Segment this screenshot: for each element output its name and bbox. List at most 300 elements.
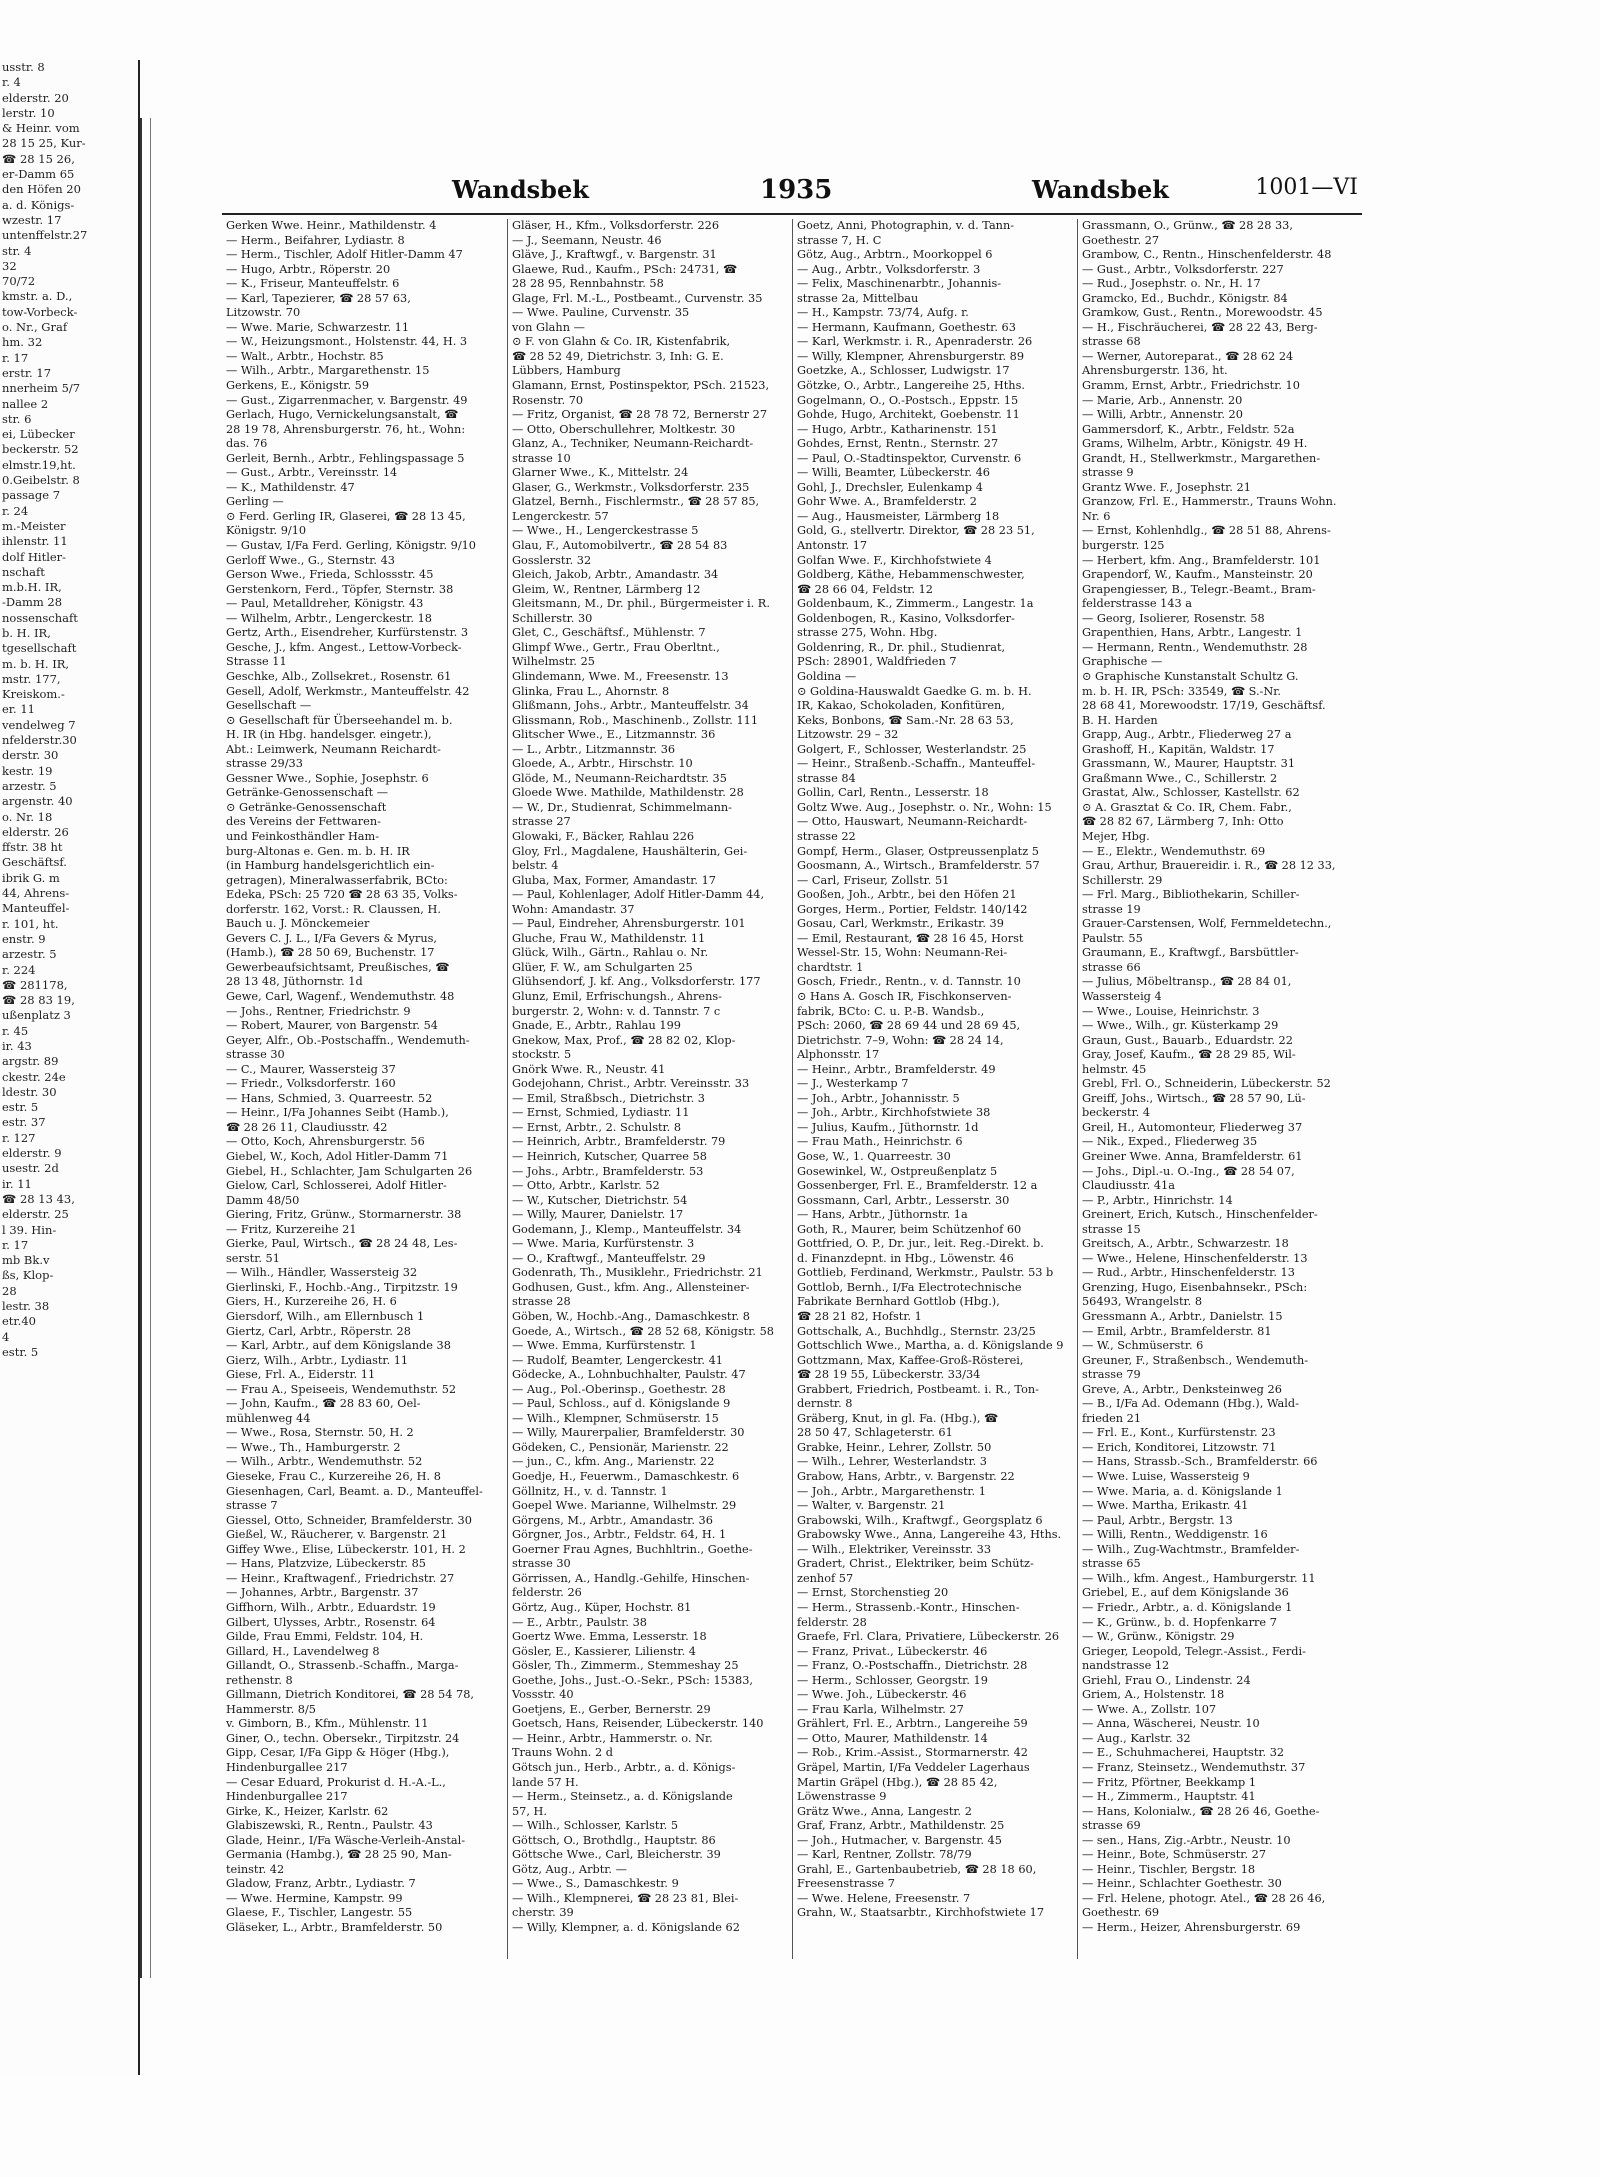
directory-entry-line: Glarner Wwe., K., Mittelstr. 24	[512, 466, 689, 480]
directory-entry-line: Lübbers, Hamburg	[512, 364, 621, 378]
left-fragment-line: ir. 43	[2, 1039, 32, 1053]
directory-entry-line: Götz, Aug., Arbtr. —	[512, 1862, 627, 1876]
directory-entry-line: — Aug., Karlstr. 32	[1082, 1731, 1191, 1745]
directory-entry-line: — B., I/Fa Ad. Odemann (Hbg.), Wald-	[1082, 1397, 1299, 1411]
directory-entry-line: — Joh., Arbtr., Johannisstr. 5	[797, 1091, 960, 1105]
directory-entry-line: Glindemann, Wwe. M., Freesenstr. 13	[512, 669, 729, 683]
left-fragment-line: mstr. 177,	[2, 671, 61, 686]
directory-entry-line: Gottzmann, Max, Kaffee-Groß-Rösterei,	[797, 1353, 1024, 1367]
left-fragment-line: nallee 2	[2, 396, 49, 411]
directory-entry-line: — Ernst, Arbtr., 2. Schulstr. 8	[512, 1120, 682, 1134]
directory-entry-line: — Hans, Arbtr., Jüthornstr. 1a	[797, 1208, 968, 1222]
directory-entry-line: — jun., C., kfm. Ang., Marienstr. 22	[512, 1455, 715, 1469]
directory-entry-line: Dietrichstr. 7–9, Wohn: ☎ 28 24 14,	[797, 1033, 1004, 1047]
directory-entry-line: — P., Arbtr., Hinrichstr. 14	[1082, 1193, 1233, 1207]
left-fragment-line: elmstr.19,ht.	[2, 457, 76, 472]
directory-entry-line: — Ernst, Storchenstieg 20	[797, 1586, 949, 1600]
left-fragment-line: er. 11	[2, 702, 35, 717]
left-fragment-line: nnerheim 5/7	[2, 381, 81, 396]
left-fragment-line: r. 17	[2, 1237, 29, 1252]
directory-entry-line: Greuner, F., Straßenbsch., Wendemuth-	[1082, 1353, 1309, 1367]
directory-entry-line: Grebl, Frl. O., Schneiderin, Lübeckerstr. 52	[1082, 1077, 1331, 1091]
directory-entry-line: — Rud., Josephstr. o. Nr., H. 17	[1082, 277, 1261, 291]
directory-entry-line: Goltz Wwe. Aug., Josephstr. o. Nr., Wohn: 15	[797, 800, 1052, 814]
left-fragment-line: kmstr. a. D.,	[2, 289, 73, 304]
directory-entry-line: — Wwe., Th., Hamburgerstr. 2	[226, 1440, 401, 1454]
directory-entry-line: Goetzke, A., Schlosser, Ludwigstr. 17	[797, 364, 1010, 378]
directory-entry-line: — Franz, O.-Postschaffn., Dietrichstr. 28	[797, 1659, 1028, 1673]
directory-entry-line: — Emil, Restaurant, ☎ 28 16 45, Horst	[797, 931, 1024, 945]
directory-entry-line: cherstr. 39	[512, 1906, 574, 1920]
directory-entry-line: und Feinkosthändler Ham-	[226, 829, 380, 843]
directory-entry-line: Graun, Gust., Bauarb., Eduardstr. 22	[1082, 1033, 1293, 1047]
directory-entry-line: Goldberg, Käthe, Hebammenschwester,	[797, 568, 1025, 582]
directory-entry-line: Gottfried, O. P., Dr. jur., leit. Reg.-Direkt. b.	[797, 1237, 1044, 1251]
left-fragment-line: beckerstr. 52	[2, 442, 79, 457]
directory-entry-line: — Frau Karla, Wilhelmstr. 27	[797, 1702, 964, 1716]
directory-entry-line: — Wwe. Hermine, Kampstr. 99	[226, 1891, 403, 1905]
directory-entry-line: — Ernst, Kohlenhdlg., ☎ 28 51 88, Ahrens-	[1082, 524, 1331, 538]
directory-entry-line: — W., Grünw., Königstr. 29	[1082, 1630, 1235, 1644]
left-fragment-line: Kreiskom.-	[2, 687, 65, 702]
directory-entry-line: Vossstr. 40	[512, 1688, 574, 1702]
directory-entry-line: — Wwe. A., Zollstr. 107	[1082, 1702, 1217, 1716]
directory-entry-line: Gluche, Frau W., Mathildenstr. 11	[512, 931, 706, 945]
directory-entry-line: — Rudolf, Beamter, Lengerckestr. 41	[512, 1353, 723, 1367]
directory-entry-line: Graphische —	[1082, 655, 1163, 669]
directory-entry-line: burgerstr. 2, Wohn: v. d. Tannstr. 7 c	[512, 1004, 721, 1018]
directory-entry-line: Goldenring, R., Dr. phil., Studienrat,	[797, 640, 1006, 654]
directory-entry-line: 28 68 41, Morewoodstr. 17/19, Geschäftsf.	[1082, 699, 1326, 713]
directory-entry-line: Glück, Wilh., Gärtn., Rahlau o. Nr.	[512, 946, 709, 960]
directory-entry-line: Löwenstrasse 9	[797, 1790, 887, 1804]
directory-entry-line: Giner, O., techn. Obersekr., Tirpitzstr. 24	[226, 1731, 460, 1745]
directory-entry-line: — Hermann, Rentn., Wendemuthstr. 28	[1082, 640, 1308, 654]
directory-entry-line: — Otto, Maurer, Mathildenstr. 14	[797, 1731, 988, 1745]
directory-entry-line: Wessel-Str. 15, Wohn: Neumann-Rei-	[797, 946, 1008, 960]
directory-entry-line: — Wilh., Klempnerei, ☎ 28 23 81, Blei-	[512, 1891, 739, 1905]
directory-entry-line: Grandt, H., Stellwerkmstr., Margarethen-	[1082, 451, 1321, 465]
directory-column-1	[222, 219, 500, 1959]
directory-entry-line: strasse 68	[1082, 335, 1141, 349]
left-fragment-line: 28 15 25, Kur-	[2, 136, 86, 151]
directory-entry-line: — Fritz, Pförtner, Beekkamp 1	[1082, 1775, 1257, 1789]
directory-entry-line: Geschke, Alb., Zollsekret., Rosenstr. 61	[226, 669, 452, 683]
directory-entry-line: von Glahn —	[512, 320, 585, 334]
directory-entry-line: ☎ 28 52 49, Dietrichstr. 3, Inh: G. E.	[512, 349, 724, 363]
directory-entry-line: ⊙ Hans A. Gosch IR, Fischkonserven-	[797, 989, 1012, 1003]
directory-entry-line: — Frau A., Speiseeis, Wendemuthstr. 52	[226, 1382, 457, 1396]
directory-entry-line: Glowaki, F., Bäcker, Rahlau 226	[512, 829, 695, 843]
directory-entry-line: burg-Altonas e. Gen. m. b. H. IR	[226, 844, 410, 858]
directory-entry-line: Gewe, Carl, Wagenf., Wendemuthstr. 48	[226, 989, 455, 1003]
directory-entry-line: Giesenhagen, Carl, Beamt. a. D., Manteuffel-	[226, 1484, 483, 1498]
left-fragment-line: nschaft	[2, 564, 45, 579]
directory-entry-line: Litzowstr. 70	[226, 306, 301, 320]
directory-entry-line: — Wwe. Maria, Kurfürstenstr. 3	[512, 1237, 695, 1251]
left-page-fragment	[0, 60, 140, 2075]
left-fragment-line: elderstr. 9	[2, 1146, 62, 1161]
directory-entry-line: — Walter, v. Bargenstr. 21	[797, 1499, 946, 1513]
directory-entry-line: Grabow, Hans, Arbtr., v. Bargenstr. 22	[797, 1470, 1015, 1484]
directory-entry-line: — Joh., Hutmacher, v. Bargenstr. 45	[797, 1833, 1002, 1847]
directory-entry-line: Gläseker, L., Arbtr., Bramfelderstr. 50	[226, 1920, 443, 1934]
directory-entry-line: — Joh., Arbtr., Kirchhofstwiete 38	[797, 1106, 991, 1120]
directory-entry-line: — K., Grünw., b. d. Hopfenkarre 7	[1082, 1615, 1277, 1629]
left-fragment-line: str. 4	[2, 243, 32, 258]
directory-entry-line: — Johs., Rentner, Friedrichstr. 9	[226, 1004, 411, 1018]
directory-entry-line: Gösler, Th., Zimmerm., Stemmeshay 25	[512, 1659, 739, 1673]
directory-entry-line: IR, Kakao, Schokoladen, Konfitüren,	[797, 699, 1005, 713]
directory-entry-line: Giertz, Carl, Arbtr., Röperstr. 28	[226, 1324, 411, 1338]
directory-entry-line: Gramcko, Ed., Buchdr., Königstr. 84	[1082, 291, 1288, 305]
directory-entry-line: Glage, Frl. M.-L., Postbeamt., Curvenstr. 35	[512, 291, 763, 305]
directory-entry-line: Gohr Wwe. A., Bramfelderstr. 2	[797, 495, 977, 509]
directory-entry-line: Göttsch, O., Brothdlg., Hauptstr. 86	[512, 1833, 716, 1847]
directory-entry-line: Goede, A., Wirtsch., ☎ 28 52 68, Königstr. 58	[512, 1324, 774, 1338]
directory-entry-line: strasse 65	[1082, 1557, 1141, 1571]
directory-entry-line: Gierlinski, F., Hochb.-Ang., Tirpitzstr. 19	[226, 1280, 458, 1294]
directory-entry-line: Gerken Wwe. Heinr., Mathildenstr. 4	[226, 219, 437, 232]
left-fragment-line: m. b. H. IR,	[2, 656, 70, 671]
directory-entry-line: Grauer-Carstensen, Wolf, Fernmeldetechn.,	[1082, 917, 1332, 931]
left-fragment-line: ☎ 28 15 26,	[2, 151, 75, 166]
left-fragment-line: den Höfen 20	[2, 182, 81, 197]
directory-entry-line: — Felix, Maschinenarbtr., Johannis-	[797, 277, 1002, 291]
directory-entry-line: Mejer, Hbg.	[1082, 829, 1150, 843]
left-fragment-line: elderstr. 26	[2, 824, 69, 839]
directory-entry-line: strasse 15	[1082, 1222, 1141, 1236]
directory-entry-line: — Nik., Exped., Fliederweg 35	[1082, 1135, 1258, 1149]
directory-entry-line: — Wilh., Zug-Wachtmstr., Bramfelder-	[1082, 1542, 1300, 1556]
directory-entry-line: Strasse 11	[226, 655, 287, 669]
directory-entry-line: — L., Arbtr., Litzmannstr. 36	[512, 742, 676, 756]
directory-entry-line: ⊙ A. Grasztat & Co. IR, Chem. Fabr.,	[1082, 800, 1292, 814]
directory-entry-line: — Heinr., Arbtr., Hammerstr. o. Nr.	[512, 1731, 713, 1745]
directory-entry-line: — Karl, Tapezierer, ☎ 28 57 63,	[226, 291, 411, 305]
left-fragment-line: r. 4	[2, 75, 21, 90]
directory-entry-line: Rosenstr. 70	[512, 393, 584, 407]
directory-entry-line: PSch: 2060, ☎ 28 69 44 und 28 69 45,	[797, 1019, 1021, 1033]
directory-entry-line: Goosmann, A., Wirtsch., Bramfelderstr. 57	[797, 859, 1040, 873]
directory-entry-line: — Joh., Arbtr., Margarethenstr. 1	[797, 1484, 986, 1498]
directory-entry-line: stockstr. 5	[512, 1048, 572, 1062]
directory-entry-line: Gosewinkel, W., Ostpreußenplatz 5	[797, 1164, 998, 1178]
left-fragment-line: arzestr. 5	[2, 947, 57, 962]
left-fragment-line: 4	[2, 1329, 10, 1344]
directory-entry-line: Glitscher Wwe., E., Litzmannstr. 36	[512, 728, 716, 742]
left-fragment-line: mb Bk.v	[2, 1253, 50, 1268]
directory-entry-line: Gnörk Wwe. R., Neustr. 41	[512, 1062, 666, 1076]
directory-entry-line: strasse 79	[1082, 1368, 1141, 1382]
left-fragment-line: etr.40	[2, 1314, 36, 1329]
directory-entry-line: helmstr. 45	[1082, 1062, 1147, 1076]
directory-entry-line: Glade, Heinr., I/Fa Wäsche-Verleih-Anstal-	[226, 1833, 466, 1847]
directory-entry-line: Gressmann A., Arbtr., Danielstr. 15	[1082, 1310, 1283, 1324]
directory-entry-line: rethenstr. 8	[226, 1673, 293, 1687]
directory-entry-line: Glimpf Wwe., Gertr., Frau Oberltnt.,	[512, 640, 720, 654]
directory-entry-line: Görgner, Jos., Arbtr., Feldstr. 64, H. 1	[512, 1528, 727, 1542]
directory-entry-line: — Johs., Arbtr., Bramfelderstr. 53	[512, 1164, 704, 1178]
directory-entry-line: — Gust., Zigarrenmacher, v. Bargenstr. 49	[226, 393, 468, 407]
directory-entry-line: — Wilh., Arbtr., Margarethenstr. 15	[226, 364, 430, 378]
directory-entry-line: Golgert, F., Schlosser, Westerlandstr. 25	[797, 742, 1027, 756]
directory-entry-line: Grabbert, Friedrich, Postbeamt. i. R., Ton-	[797, 1382, 1039, 1396]
directory-entry-line: Gerstenkorn, Ferd., Töpfer, Sternstr. 38	[226, 582, 454, 596]
directory-entry-line: strasse 2a, Mittelbau	[797, 291, 919, 305]
directory-columns	[222, 219, 1362, 1955]
directory-entry-line: — Franz, Steinsetz., Wendemuthstr. 37	[1082, 1760, 1306, 1774]
left-fragment-line: ldestr. 30	[2, 1084, 57, 1099]
directory-entry-line: Hammerstr. 8/5	[226, 1702, 316, 1716]
directory-entry-line: felderstr. 28	[797, 1615, 867, 1629]
left-fragment-line: elderstr. 20	[2, 90, 69, 105]
directory-entry-line: Gleich, Jakob, Arbtr., Amandastr. 34	[512, 568, 719, 582]
directory-entry-line: Gerlach, Hugo, Vernickelungsanstalt, ☎	[226, 408, 459, 422]
directory-entry-line: Gottschlich Wwe., Martha, a. d. Königslande 9	[797, 1339, 1064, 1353]
directory-entry-line: ⊙ F. von Glahn & Co. IR, Kistenfabrik,	[512, 335, 731, 349]
directory-entry-line: Gloy, Frl., Magdalene, Haushälterin, Gei-	[512, 844, 748, 858]
directory-entry-line: Gillard, H., Lavendelweg 8	[226, 1644, 380, 1658]
directory-entry-line: — E., Arbtr., Paulstr. 38	[512, 1615, 647, 1629]
directory-entry-line: Hindenburgallee 217	[226, 1760, 348, 1774]
left-fragment-line: dolf Hitler-	[2, 549, 67, 564]
directory-entry-line: Gleitsmann, M., Dr. phil., Bürgermeister i. R.	[512, 597, 770, 611]
directory-entry-line: Goetz, Anni, Photographin, v. d. Tann-	[797, 219, 1015, 232]
left-fragment-line: ußenplatz 3	[2, 1008, 71, 1023]
directory-entry-line: — Heinr., Bote, Schmüserstr. 27	[1082, 1848, 1267, 1862]
directory-entry-line: — Wilh., Schlosser, Karlstr. 5	[512, 1819, 679, 1833]
directory-entry-line: Grätz Wwe., Anna, Langestr. 2	[797, 1804, 972, 1818]
directory-entry-line: — C., Maurer, Wassersteig 37	[226, 1062, 396, 1076]
directory-entry-line: Schillerstr. 30	[512, 611, 593, 625]
left-fragment-line: nfelderstr.30	[2, 733, 77, 748]
directory-entry-line: — Aug., Pol.-Oberinsp., Goethestr. 28	[512, 1382, 726, 1396]
directory-entry-line: Giers, H., Kurzereihe 26, H. 6	[226, 1295, 397, 1309]
directory-entry-line: felderstrasse 143 a	[1082, 597, 1193, 611]
directory-entry-line: strasse 30	[226, 1048, 285, 1062]
left-fragment-line: a. d. Königs-	[2, 197, 75, 212]
directory-entry-line: Gessner Wwe., Sophie, Josephstr. 6	[226, 771, 429, 785]
directory-entry-line: Fabrikate Bernhard Gottlob (Hbg.),	[797, 1295, 1000, 1309]
directory-entry-line: — Friedr., Volksdorferstr. 160	[226, 1077, 396, 1091]
left-fragment-line: l 39. Hin-	[2, 1222, 57, 1237]
directory-entry-line: Glissmann, Rob., Maschinenb., Zollstr. 111	[512, 713, 759, 727]
directory-entry-line: — Willi, Beamter, Lübeckerstr. 46	[797, 466, 990, 480]
left-fragment-line: o. Nr. 18	[2, 809, 53, 824]
directory-entry-line: Claudiusstr. 41a	[1082, 1179, 1175, 1193]
left-fragment-line: ei, Lübecker	[2, 427, 75, 442]
directory-entry-line: Gosch, Friedr., Rentn., v. d. Tannstr. 10	[797, 975, 1021, 989]
directory-entry-line: Gipp, Cesar, I/Fa Gipp & Höger (Hbg.),	[226, 1746, 450, 1760]
left-fragment-line: ☎ 28 13 43,	[2, 1191, 75, 1206]
directory-entry-line: — Hans, Schmied, 3. Quarreestr. 52	[226, 1091, 433, 1105]
directory-entry-line: Grassmann, W., Maurer, Hauptstr. 31	[1082, 757, 1296, 771]
directory-entry-line: Giffey Wwe., Elise, Lübeckerstr. 101, H. 2	[226, 1542, 466, 1556]
directory-entry-line: Godemann, J., Klemp., Manteuffelstr. 34	[512, 1222, 742, 1236]
directory-entry-line: 28 19 78, Ahrensburgerstr. 76, ht., Wohn:	[226, 422, 466, 436]
directory-entry-line: Glinka, Frau L., Ahornstr. 8	[512, 684, 670, 698]
directory-entry-line: Gohde, Hugo, Architekt, Goebenstr. 11	[797, 408, 1020, 422]
directory-entry-line: Giersdorf, Wilh., am Ellernbusch 1	[226, 1310, 425, 1324]
directory-entry-line: Greiff, Johs., Wirtsch., ☎ 28 57 90, Lü-	[1082, 1091, 1306, 1105]
directory-entry-line: Glatzel, Bernh., Fischlermstr., ☎ 28 57 85,	[512, 495, 760, 509]
directory-entry-line: — Herm., Strassenb.-Kontr., Hinschen-	[797, 1600, 1020, 1614]
directory-entry-line: — H., Fischräucherei, ☎ 28 22 43, Berg-	[1082, 320, 1318, 334]
directory-entry-line: — Willy, Maurer, Danielstr. 17	[512, 1208, 684, 1222]
directory-entry-line: Graefe, Frl. Clara, Privatiere, Lübeckerstr. 26	[797, 1630, 1060, 1644]
directory-entry-line: — Aug., Arbtr., Volksdorferstr. 3	[797, 262, 981, 276]
directory-entry-line: Germania (Hambg.), ☎ 28 25 90, Man-	[226, 1848, 452, 1862]
directory-entry-line: — Carl, Friseur, Zollstr. 51	[797, 873, 950, 887]
directory-entry-line: (Hamb.), ☎ 28 50 69, Buchenstr. 17	[226, 946, 435, 960]
directory-entry-line: — Karl, Werkmstr. i. R., Apenraderstr. 26	[797, 335, 1033, 349]
directory-entry-line: Gilbert, Ulysses, Arbtr., Rosenstr. 64	[226, 1615, 436, 1629]
directory-entry-line: PSch: 28901, Waldfrieden 7	[797, 655, 957, 669]
directory-entry-line: Göben, W., Hochb.-Ang., Damaschkestr. 8	[512, 1310, 750, 1324]
directory-entry-line: Grapenthien, Hans, Arbtr., Langestr. 1	[1082, 626, 1303, 640]
directory-entry-line: Gnade, E., Arbtr., Rahlau 199	[512, 1019, 681, 1033]
directory-entry-line: Freesenstrasse 7	[797, 1877, 895, 1891]
directory-entry-line: — Willy, Klempner, a. d. Königslande 62	[512, 1920, 740, 1934]
directory-entry-line: Grams, Wilhelm, Arbtr., Königstr. 49 H.	[1082, 437, 1308, 451]
directory-entry-line: — Willi, Arbtr., Annenstr. 20	[1082, 408, 1243, 422]
directory-entry-line: — H., Kampstr. 73/74, Aufg. r.	[797, 306, 969, 320]
directory-entry-line: Glaese, F., Tischler, Langestr. 55	[226, 1906, 413, 1920]
directory-entry-line: Giessel, Otto, Schneider, Bramfelderstr. 30	[226, 1513, 472, 1527]
directory-entry-line: — J., Seemann, Neustr. 46	[512, 233, 662, 247]
directory-entry-line: — Wilhelm, Arbtr., Lengerckestr. 18	[226, 611, 432, 625]
directory-entry-line: ⊙ Graphische Kunstanstalt Schultz G.	[1082, 669, 1299, 683]
directory-entry-line: — Otto, Koch, Ahrensburgerstr. 56	[226, 1135, 425, 1149]
directory-entry-line: Graumann, E., Kraftwgf., Barsbüttler-	[1082, 946, 1299, 960]
directory-entry-line: Greitsch, A., Arbtr., Schwarzestr. 18	[1082, 1237, 1289, 1251]
directory-entry-line: v. Gimborn, B., Kfm., Mühlenstr. 11	[226, 1717, 429, 1731]
directory-entry-line: — John, Kaufm., ☎ 28 83 60, Oel-	[226, 1397, 421, 1411]
directory-entry-line: Glanz, A., Techniker, Neumann-Reichardt-	[512, 437, 754, 451]
directory-entry-line: — Herbert, kfm. Ang., Bramfelderstr. 101	[1082, 553, 1321, 567]
directory-entry-line: Gradert, Christ., Elektriker, beim Schütz-	[797, 1557, 1034, 1571]
left-fragment-line: erstr. 17	[2, 365, 52, 380]
directory-column-3	[792, 219, 1071, 1959]
directory-entry-line: Giese, Frl. A., Eiderstr. 11	[226, 1368, 376, 1382]
directory-entry-line: Götz, Aug., Arbtrn., Moorkoppel 6	[797, 248, 993, 262]
directory-entry-line: serstr. 51	[226, 1251, 280, 1265]
directory-entry-line: Goertz Wwe. Emma, Lesserstr. 18	[512, 1630, 707, 1644]
left-fragment-line: & Heinr. vom	[2, 121, 80, 136]
left-fragment-line: tow-Vorbeck-	[2, 304, 78, 319]
directory-column-2	[507, 219, 786, 1959]
directory-entry-line: Godenrath, Th., Musiklehr., Friedrichstr. 21	[512, 1266, 763, 1280]
directory-entry-line: Gilde, Frau Emmi, Feldstr. 104, H.	[226, 1630, 424, 1644]
directory-entry-line: Litzowstr. 29 – 32	[797, 728, 899, 742]
directory-entry-line: Griehl, Frau O., Lindenstr. 24	[1082, 1673, 1251, 1687]
directory-entry-line: Gewerbeaufsichtsamt, Preußisches, ☎	[226, 960, 450, 974]
page-header	[222, 175, 1362, 215]
left-fragment-line: passage 7	[2, 488, 61, 503]
directory-entry-line: Gläser, H., Kfm., Volksdorferstr. 226	[512, 219, 720, 232]
directory-entry-line: Glißmann, Johs., Arbtr., Manteuffelstr. 34	[512, 699, 749, 713]
directory-entry-line: Gerleit, Bernh., Arbtr., Fehlingspassage 5	[226, 451, 465, 465]
left-fragment-line: kestr. 19	[2, 763, 53, 778]
left-fragment-line: wzestr. 17	[2, 212, 62, 227]
directory-entry-line: — Gust., Arbtr., Vereinsstr. 14	[226, 466, 398, 480]
left-fragment-line: lestr. 38	[2, 1299, 50, 1314]
left-fragment-line: ckestr. 24e	[2, 1069, 66, 1084]
directory-entry-line: Trauns Wohn. 2 d	[512, 1746, 613, 1760]
directory-entry-line: Grambow, C., Rentn., Hinschenfelderstr. 48	[1082, 248, 1332, 262]
directory-entry-line: — Herm., Beifahrer, Lydiastr. 8	[226, 233, 405, 247]
directory-entry-line: — Otto, Arbtr., Karlstr. 52	[512, 1179, 660, 1193]
directory-entry-line: Damm 48/50	[226, 1193, 300, 1207]
directory-entry-line: — Heinr., Arbtr., Bramfelderstr. 49	[797, 1062, 996, 1076]
directory-entry-line: strasse 66	[1082, 960, 1141, 974]
directory-entry-line: ⊙ Getränke-Genossenschaft	[226, 800, 387, 814]
left-fragment-line: ☎ 28 83 19,	[2, 993, 75, 1008]
directory-page	[222, 175, 1362, 1955]
directory-entry-line: zenhof 57	[797, 1571, 854, 1585]
directory-entry-line: Schillerstr. 29	[1082, 873, 1163, 887]
directory-entry-line: Glabiszewski, R., Rentn., Paulstr. 43	[226, 1819, 433, 1833]
directory-entry-line: Gillandt, O., Strassenb.-Schaffn., Marga-	[226, 1659, 459, 1673]
directory-entry-line: Edeka, PSch: 25 720 ☎ 28 63 35, Volks-	[226, 888, 458, 902]
directory-entry-line: — Johannes, Arbtr., Bargenstr. 37	[226, 1586, 419, 1600]
directory-entry-line: — Hugo, Arbtr., Katharinenstr. 151	[797, 422, 998, 436]
directory-entry-line: Gloede Wwe. Mathilde, Mathildenstr. 28	[512, 786, 744, 800]
left-fragment-line: 70/72	[2, 274, 36, 289]
directory-entry-line: Glüer, F. W., am Schulgarten 25	[512, 960, 693, 974]
directory-entry-line: Gooßen, Joh., Arbtr., bei den Höfen 21	[797, 888, 1017, 902]
directory-entry-line: — Willy, Maurerpalier, Bramfelderstr. 30	[512, 1426, 745, 1440]
directory-entry-line: Gollin, Carl, Rentn., Lesserstr. 18	[797, 786, 989, 800]
directory-entry-line: Grassmann, O., Grünw., ☎ 28 28 33,	[1082, 219, 1293, 232]
directory-entry-line: Martin Gräpel (Hbg.), ☎ 28 85 42,	[797, 1775, 998, 1789]
left-fragment-line: 44, Ahrens-	[2, 886, 70, 901]
left-fragment-line: Manteuffel-	[2, 901, 70, 916]
directory-entry-line: 57, H.	[512, 1804, 547, 1818]
directory-entry-line: — Wwe. Helene, Freesenstr. 7	[797, 1891, 971, 1905]
directory-entry-line: ⊙ Gesellschaft für Überseehandel m. b.	[226, 713, 453, 727]
directory-entry-line: Griebel, E., auf dem Königslande 36	[1082, 1586, 1289, 1600]
directory-entry-line: — Wilh., Elektriker, Vereinsstr. 33	[797, 1542, 992, 1556]
directory-entry-line: Getränke-Genossenschaft —	[226, 786, 389, 800]
directory-entry-line: Gesellschaft —	[226, 699, 312, 713]
directory-entry-line: Gesche, J., kfm. Angest., Lettow-Vorbeck-	[226, 640, 462, 654]
directory-entry-line: Goerner Frau Agnes, Buchhltrin., Goethe-	[512, 1542, 753, 1556]
directory-entry-line: Gottlob, Bernh., I/Fa Electrotechnische	[797, 1280, 1022, 1294]
directory-entry-line: — Herm., Steinsetz., a. d. Königslande	[512, 1790, 733, 1804]
directory-entry-line: — Wwe. Marie, Schwarzestr. 11	[226, 320, 410, 334]
directory-entry-line: Gramkow, Gust., Rentn., Morewoodstr. 45	[1082, 306, 1323, 320]
directory-entry-line: Goldina —	[797, 669, 857, 683]
directory-entry-line: Gohdes, Ernst, Rentn., Sternstr. 27	[797, 437, 999, 451]
left-fragment-line: r. 24	[2, 503, 29, 518]
directory-entry-line: ⊙ Goldina-Hauswaldt Gaedke G. m. b. H.	[797, 684, 1032, 698]
directory-entry-line: Graf, Franz, Arbtr., Mathildenstr. 25	[797, 1819, 1005, 1833]
directory-entry-line: Götzke, O., Arbtr., Langereihe 25, Hths.	[797, 379, 1025, 393]
directory-entry-line: Gottlieb, Ferdinand, Werkmstr., Paulstr. 53 b	[797, 1266, 1054, 1280]
directory-entry-line: Goepel Wwe. Marianne, Wilhelmstr. 29	[512, 1499, 737, 1513]
directory-entry-line: Grapendorf, W., Kaufm., Mansteinstr. 20	[1082, 568, 1313, 582]
directory-entry-line: Grapp, Aug., Arbtr., Fliederweg 27 a	[1082, 728, 1292, 742]
directory-entry-line: Gerloff Wwe., G., Sternstr. 43	[226, 553, 395, 567]
left-fragment-line: m.b.H. IR,	[2, 580, 62, 595]
directory-entry-line: Göllnitz, H., v. d. Tannstr. 1	[512, 1484, 668, 1498]
directory-entry-line: — Wwe. Pauline, Curvenstr. 35	[512, 306, 690, 320]
directory-entry-line: — Heinr., I/Fa Johannes Seibt (Hamb.),	[226, 1106, 449, 1120]
directory-entry-line: — Karl, Arbtr., auf dem Königslande 38	[226, 1339, 451, 1353]
directory-entry-line: Giebel, H., Schlachter, Jam Schulgarten 26	[226, 1164, 473, 1178]
